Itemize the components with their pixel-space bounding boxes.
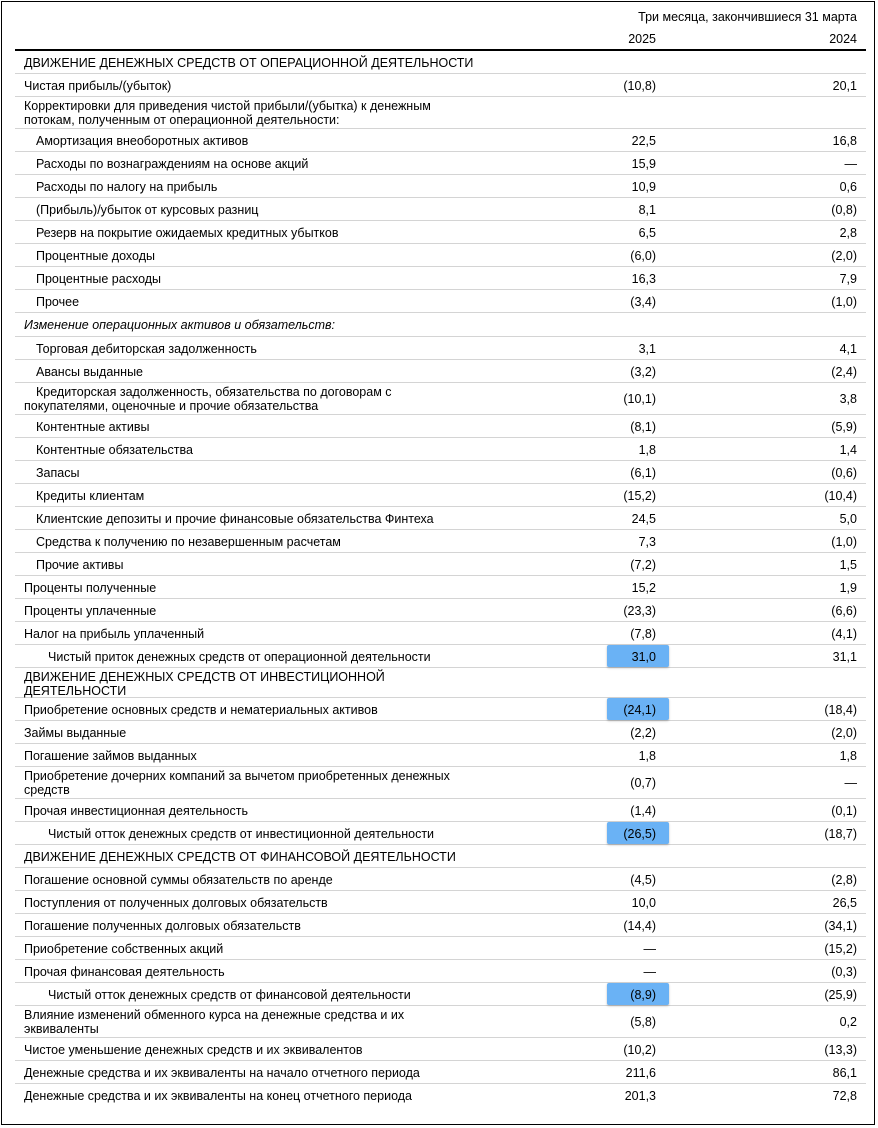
value-2024: (13,3) (824, 1042, 857, 1057)
table-row (15, 1084, 866, 1107)
value-2024: (2,0) (831, 725, 857, 740)
row-financing-total (15, 983, 866, 1006)
value-2025: 31,0 (631, 649, 656, 664)
row-label: Денежные средства и их эквиваленты на начало отчетного периода (24, 1065, 420, 1080)
value-2024: 1,4 (839, 442, 857, 457)
value-2025: (3,2) (630, 364, 656, 379)
table-row (15, 415, 866, 438)
row-label: Прочая инвестиционная деятельность (24, 803, 248, 818)
section-heading-investing (15, 668, 866, 698)
value-2025: 1,8 (638, 748, 656, 763)
table-row (15, 461, 866, 484)
value-2024: 86,1 (832, 1065, 857, 1080)
value-2024: (25,9) (824, 987, 857, 1002)
row-operating-total (15, 645, 866, 668)
table-row (15, 1061, 866, 1084)
value-2025: 22,5 (631, 133, 656, 148)
table-row (15, 530, 866, 553)
row-label: Проценты уплаченные (24, 603, 157, 618)
row-label: Прочая финансовая деятельность (24, 964, 225, 979)
table-row (15, 484, 866, 507)
table-row (15, 152, 866, 175)
value-2025: 24,5 (631, 511, 656, 526)
row-label: ДВИЖЕНИЕ ДЕНЕЖНЫХ СРЕДСТВ ОТ ОПЕРАЦИОННОЙ ДЕЯТЕЛЬНОСТИ (24, 55, 474, 70)
value-2024: (1,0) (831, 534, 857, 549)
row-label: Погашение полученных долговых обязательств (24, 918, 301, 933)
value-2025: 16,3 (631, 271, 656, 286)
table-row (15, 360, 866, 383)
value-2025: (6,1) (630, 465, 656, 480)
section-heading-financing (15, 845, 866, 868)
row-label: Погашение займов выданных (24, 748, 197, 763)
row-label: Контентные активы (36, 419, 150, 434)
value-2025: 201,3 (624, 1088, 656, 1103)
table-row (15, 799, 866, 822)
row-label: Контентные обязательства (36, 442, 193, 457)
row-label: Расходы по вознаграждениям на основе акций (36, 156, 309, 171)
value-2024: 1,5 (839, 557, 857, 572)
value-2024: — (844, 776, 857, 790)
value-2024: 0,2 (839, 1015, 857, 1029)
value-2024: (18,7) (824, 826, 857, 841)
table-row (15, 198, 866, 221)
value-2024: (4,1) (831, 626, 857, 641)
table-row (15, 1006, 866, 1038)
table-row (15, 914, 866, 937)
table-row (15, 599, 866, 622)
row-label: Запасы (36, 465, 80, 480)
value-2025: (5,8) (630, 1015, 656, 1029)
value-2025: (10,1) (623, 392, 656, 406)
value-2024: (10,4) (824, 488, 857, 503)
row-label: Средства к получению по незавершенным расчетам (36, 534, 341, 549)
value-2024: 5,0 (839, 511, 857, 526)
value-2025: 211,6 (625, 1065, 656, 1080)
row-label: Изменение операционных активов и обязательств: (24, 318, 335, 332)
row-adjustments-header (15, 97, 866, 129)
value-2024: (6,6) (831, 603, 857, 618)
row-label: Процентные расходы (36, 271, 162, 286)
period-header: Три месяца, закончившиеся 31 марта (638, 10, 857, 24)
value-2025: 6,5 (638, 225, 656, 240)
row-label: ДВИЖЕНИЕ ДЕНЕЖНЫХ СРЕДСТВ ОТ ИНВЕСТИЦИОННОЙ ДЕЯТЕЛЬНОСТИ (24, 670, 385, 698)
row-label: ДВИЖЕНИЕ ДЕНЕЖНЫХ СРЕДСТВ ОТ ФИНАНСОВОЙ ДЕЯТЕЛЬНОСТИ (24, 849, 456, 864)
value-2025: 15,9 (631, 156, 656, 171)
value-2025: (8,9) (630, 987, 656, 1002)
row-label: Приобретение собственных акций (24, 941, 224, 956)
value-2024: (2,8) (831, 872, 857, 887)
row-label: Влияние изменений обменного курса на денежные средства и их эквиваленты (24, 1008, 405, 1036)
value-2024: 0,6 (839, 179, 857, 194)
value-2024: 1,8 (839, 748, 857, 763)
row-label: Налог на прибыль уплаченный (24, 626, 205, 641)
value-2024: 4,1 (839, 341, 857, 356)
row-label: Расходы по налогу на прибыль (36, 179, 218, 194)
table-row (15, 698, 866, 721)
row-label: Денежные средства и их эквиваленты на конец отчетного периода (24, 1088, 412, 1103)
value-2024: — (844, 156, 857, 171)
value-2025: (1,4) (630, 803, 656, 818)
row-label: Проценты полученные (24, 580, 157, 595)
value-2025: 10,9 (631, 179, 656, 194)
value-2025: (7,8) (630, 626, 656, 641)
value-2025: 8,1 (638, 202, 656, 217)
row-label: Процентные доходы (36, 248, 155, 263)
table-row (15, 767, 866, 799)
row-label: (Прибыль)/убыток от курсовых разниц (36, 202, 259, 217)
value-2025: 3,1 (638, 341, 656, 356)
row-label: Кредиты клиентам (36, 488, 145, 503)
value-2025: (7,2) (630, 557, 656, 572)
row-label: Чистый отток денежных средств от инвестиционной деятельности (48, 826, 435, 841)
value-2025: 10,0 (631, 895, 656, 910)
value-2024: (18,4) (824, 702, 857, 717)
value-2025: (24,1) (623, 702, 656, 717)
value-2025: (10,8) (623, 78, 656, 93)
value-2024: (34,1) (824, 918, 857, 933)
table-row (15, 744, 866, 767)
table-row (15, 221, 866, 244)
value-2025: (4,5) (630, 872, 656, 887)
value-2024: 26,5 (832, 895, 857, 910)
table-row (15, 290, 866, 313)
row-label: Авансы выданные (36, 364, 144, 379)
row-net-profit (15, 74, 866, 97)
value-2024: 20,1 (832, 78, 857, 93)
row-label: Чистая прибыль/(убыток) (24, 78, 172, 93)
year-2024-header: 2024 (829, 32, 857, 46)
row-label: Корректировки для приведения чистой прибыли/(убытка) к денежным потокам, полученным от операционной деятельности: (24, 99, 431, 127)
row-changes-header (15, 313, 866, 337)
year-2025-header: 2025 (628, 32, 656, 46)
value-2025: (0,7) (630, 776, 656, 790)
value-2025: (26,5) (623, 826, 656, 841)
row-label: Погашение основной суммы обязательств по аренде (24, 872, 333, 887)
value-2025: (10,2) (623, 1042, 656, 1057)
value-2024: (0,3) (831, 964, 857, 979)
value-2025: (6,0) (630, 248, 656, 263)
table-row (15, 553, 866, 576)
table-row (15, 622, 866, 645)
value-2025: — (643, 941, 656, 956)
row-label: Резерв на покрытие ожидаемых кредитных убытков (36, 225, 339, 240)
value-2024: (2,0) (831, 248, 857, 263)
row-label: Чистый приток денежных средств от операционной деятельности (48, 649, 431, 664)
row-label: Приобретение основных средств и нематериальных активов (24, 702, 378, 717)
value-2025: (23,3) (623, 603, 656, 618)
row-label: Чистый отток денежных средств от финансовой деятельности (48, 987, 411, 1002)
row-label: Приобретение дочерних компаний за вычетом приобретенных денежных средств (24, 769, 450, 797)
row-label: Клиентские депозиты и прочие финансовые обязательства Финтеха (36, 511, 434, 526)
table-row (15, 244, 866, 267)
value-2025: 15,2 (631, 580, 656, 595)
value-2024: (0,1) (831, 803, 857, 818)
table-row (15, 960, 866, 983)
value-2025: (15,2) (623, 488, 656, 503)
value-2024: (0,8) (831, 202, 857, 217)
value-2024: 3,8 (839, 392, 857, 406)
table-row (15, 438, 866, 461)
row-label: Торговая дебиторская задолженность (36, 341, 257, 356)
row-label: Поступления от полученных долговых обязательств (24, 895, 328, 910)
row-label: Займы выданные (24, 725, 127, 740)
value-2025: 1,8 (638, 442, 656, 457)
table-row (15, 383, 866, 415)
table-row (15, 507, 866, 530)
value-2024: 31,1 (832, 649, 857, 664)
value-2025: (3,4) (630, 294, 656, 309)
value-2024: (15,2) (824, 941, 857, 956)
value-2024: (5,9) (831, 419, 857, 434)
value-2025: — (643, 964, 656, 979)
row-investing-total (15, 822, 866, 845)
value-2024: 2,8 (839, 225, 857, 240)
value-2025: (8,1) (630, 419, 656, 434)
cash-flow-table (15, 51, 866, 1107)
value-2024: 16,8 (832, 133, 857, 148)
table-row (15, 129, 866, 152)
value-2024: 7,9 (839, 271, 857, 286)
value-2024: (1,0) (831, 294, 857, 309)
row-label: Прочие активы (36, 557, 124, 572)
value-2025: (2,2) (630, 725, 656, 740)
section-heading-operating (15, 51, 866, 74)
value-2024: (2,4) (831, 364, 857, 379)
row-label: Чистое уменьшение денежных средств и их эквивалентов (24, 1042, 363, 1057)
table-row (15, 937, 866, 960)
table-row (15, 175, 866, 198)
table-row (15, 891, 866, 914)
table-row (15, 576, 866, 599)
value-2024: 1,9 (839, 580, 857, 595)
row-label: Прочее (36, 294, 80, 309)
table-row (15, 721, 866, 744)
table-row (15, 868, 866, 891)
row-label: Кредиторская задолженность, обязательства по договорам с покупателями, оценочные и прочие обязательства (24, 385, 392, 413)
value-2024: 72,8 (832, 1088, 857, 1103)
value-2025: 7,3 (638, 534, 656, 549)
value-2025: (14,4) (623, 918, 656, 933)
table-row (15, 1038, 866, 1061)
row-label: Амортизация внеоборотных активов (36, 133, 249, 148)
table-row (15, 267, 866, 290)
table-row (15, 337, 866, 360)
value-2024: (0,6) (831, 465, 857, 480)
